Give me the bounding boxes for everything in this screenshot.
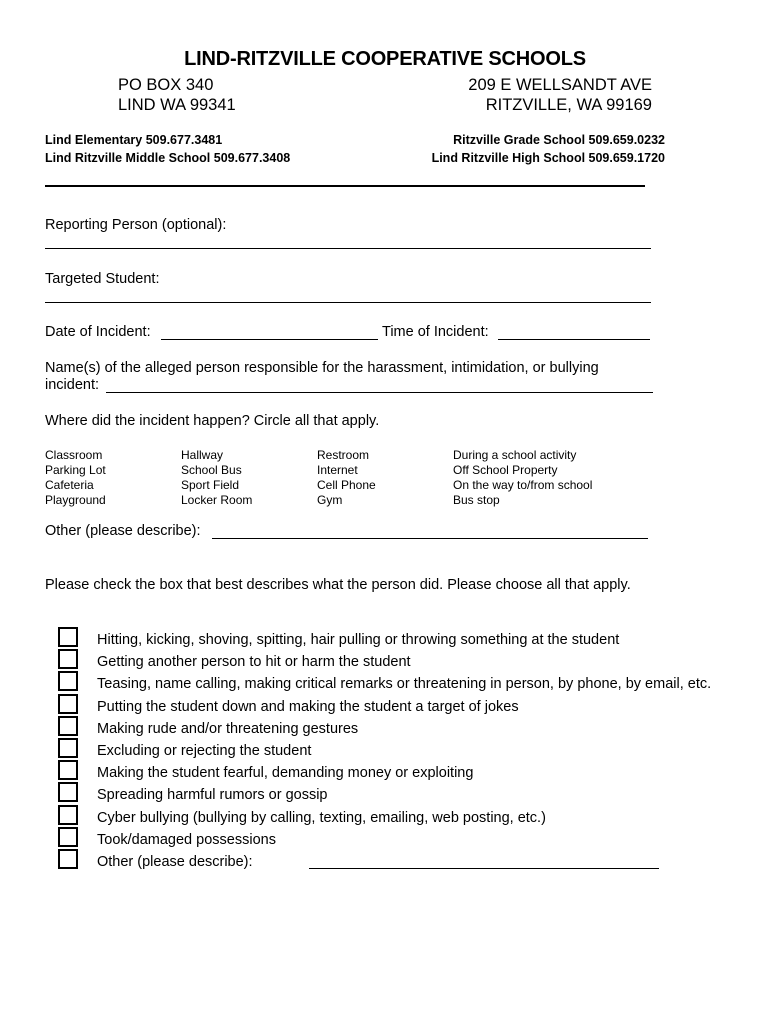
- phone-middle-school: Lind Ritzville Middle School 509.677.3408: [45, 151, 291, 165]
- behavior-checkbox[interactable]: [58, 782, 78, 802]
- behavior-item: [45, 761, 765, 783]
- behavior-item: [45, 650, 765, 672]
- location-cafeteria[interactable]: Cafeteria: [45, 478, 94, 492]
- check-instruction: Please check the box that best describes what the person did. Please choose all that apply.: [45, 577, 631, 593]
- location-restroom[interactable]: Restroom: [317, 448, 370, 462]
- header-divider: [45, 185, 645, 187]
- location-classroom[interactable]: Classroom: [45, 448, 103, 462]
- behavior-checkbox[interactable]: [58, 694, 78, 714]
- address-left-line1: PO BOX 340: [118, 76, 214, 94]
- location-off-school-property[interactable]: Off School Property: [453, 463, 558, 477]
- date-of-incident-label: Date of Incident:: [45, 324, 151, 340]
- incident-location-label: Where did the incident happen? Circle all that apply.: [45, 413, 380, 429]
- location-bus-stop[interactable]: Bus stop: [453, 493, 500, 507]
- behavior-label: Teasing, name calling, making critical remarks or threatening in person, by phone, by email, etc.: [97, 676, 712, 693]
- behavior-label: Cyber bullying (bullying by calling, texting, emailing, web posting, etc.): [97, 809, 546, 826]
- behavior-label: Getting another person to hit or harm the student: [97, 654, 411, 671]
- school-district-title: LIND-RITZVILLE COOPERATIVE SCHOOLS: [184, 48, 586, 70]
- behavior-item: [45, 850, 765, 872]
- behavior-item: [45, 739, 765, 761]
- address-right-line2: RITZVILLE, WA 99169: [485, 96, 652, 114]
- behavior-checkbox[interactable]: [58, 738, 78, 758]
- targeted-student-field[interactable]: [45, 290, 651, 303]
- phone-lind-elementary: Lind Elementary 509.677.3481: [45, 133, 223, 147]
- behavior-item: [45, 828, 765, 850]
- location-locker-room[interactable]: Locker Room: [181, 493, 253, 507]
- location-school-activity[interactable]: During a school activity: [453, 448, 577, 462]
- location-column-3: [317, 448, 376, 508]
- behavior-item: [45, 672, 765, 694]
- address-left-line2: LIND WA 99341: [118, 96, 236, 114]
- address-right: [468, 75, 652, 115]
- alleged-person-label-line2: incident:: [45, 377, 100, 393]
- behavior-item: [45, 628, 765, 650]
- behavior-label: Making the student fearful, demanding money or exploiting: [97, 765, 474, 782]
- location-column-4: [453, 448, 592, 508]
- behavior-checkbox[interactable]: [58, 649, 78, 669]
- behavior-label: Putting the student down and making the student a target of jokes: [97, 698, 519, 715]
- location-sport-field[interactable]: Sport Field: [181, 478, 240, 492]
- phones-left: [45, 131, 290, 167]
- behavior-checkbox[interactable]: [58, 849, 78, 869]
- behavior-label: Hitting, kicking, shoving, spitting, hair pulling or throwing something at the student: [97, 632, 620, 648]
- behavior-checkbox[interactable]: [58, 805, 78, 825]
- behavior-checkbox[interactable]: [58, 716, 78, 736]
- behavior-checkbox[interactable]: [58, 827, 78, 847]
- other-location-field[interactable]: [212, 525, 648, 539]
- other-behavior-field[interactable]: [309, 855, 659, 869]
- location-column-2: [181, 448, 252, 508]
- targeted-student-label: Targeted Student:: [45, 271, 160, 287]
- behavior-label: Took/damaged possessions: [97, 831, 276, 848]
- date-of-incident-field[interactable]: [161, 326, 378, 340]
- phones-right: [432, 131, 665, 167]
- reporting-person-label: Reporting Person (optional):: [45, 217, 227, 233]
- location-way-to-from-school[interactable]: On the way to/from school: [453, 478, 593, 492]
- behavior-item: [45, 695, 765, 717]
- behavior-checklist: [45, 628, 765, 872]
- address-right-line1: 209 E WELLSANDT AVE: [468, 76, 652, 94]
- behavior-label: Excluding or rejecting the student: [97, 742, 312, 759]
- time-of-incident-field[interactable]: [498, 326, 650, 340]
- time-of-incident-label: Time of Incident:: [382, 324, 489, 340]
- reporting-person-field[interactable]: [45, 236, 651, 249]
- location-school-bus[interactable]: School Bus: [181, 463, 242, 477]
- behavior-item: [45, 783, 765, 805]
- address-left: [118, 75, 236, 115]
- phone-ritzville-grade-school: Ritzville Grade School 509.659.0232: [453, 133, 665, 147]
- behavior-label: Other (please describe):: [97, 853, 253, 870]
- location-cell-phone[interactable]: Cell Phone: [317, 478, 376, 492]
- location-column-1: [45, 448, 106, 508]
- phone-high-school: Lind Ritzville High School 509.659.1720: [431, 151, 665, 165]
- behavior-checkbox[interactable]: [58, 671, 78, 691]
- location-hallway[interactable]: Hallway: [181, 448, 224, 462]
- alleged-person-field[interactable]: [106, 379, 653, 393]
- behavior-checkbox[interactable]: [58, 627, 78, 647]
- behavior-checkbox[interactable]: [58, 760, 78, 780]
- behavior-label: Spreading harmful rumors or gossip: [97, 787, 328, 804]
- other-location-label: Other (please describe):: [45, 523, 201, 539]
- location-gym[interactable]: Gym: [317, 493, 343, 507]
- behavior-item: [45, 717, 765, 739]
- alleged-person-label: Name(s) of the alleged person responsible for the harassment, intimidation, or bullying: [45, 360, 599, 376]
- location-internet[interactable]: Internet: [317, 463, 358, 477]
- behavior-item: [45, 806, 765, 828]
- location-parking-lot[interactable]: Parking Lot: [45, 463, 106, 477]
- location-playground[interactable]: Playground: [45, 493, 106, 507]
- behavior-label: Making rude and/or threatening gestures: [97, 720, 359, 737]
